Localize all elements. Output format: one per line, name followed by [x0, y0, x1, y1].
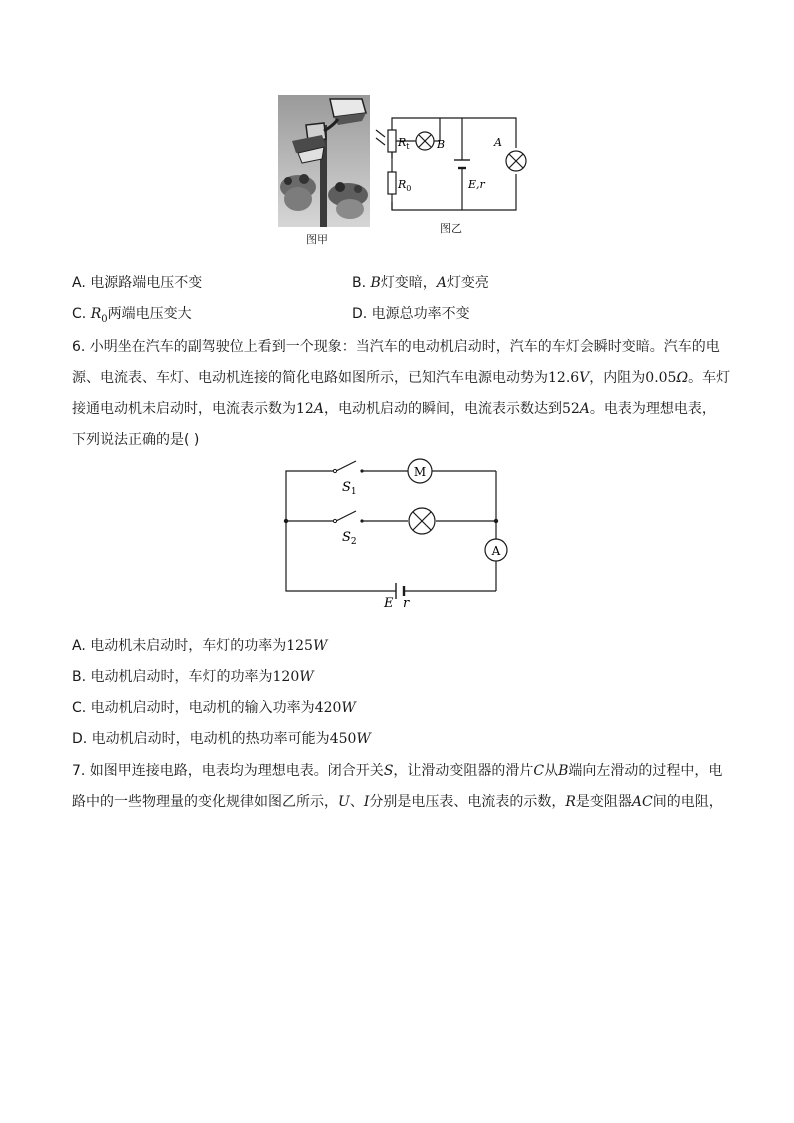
circuit-diagram-yi-drawing	[374, 108, 530, 214]
q6-stem-line-3: 接通电动机未启动时，电流表示数为12A，电动机启动的瞬间，电流表示数达到52A。电表为理想电表，	[72, 401, 716, 417]
lamp-a-icon	[506, 151, 526, 171]
headlamp-icon	[409, 508, 435, 534]
circuit-diagram-yi	[374, 108, 530, 214]
switch-s1-label: $S_1$	[342, 480, 357, 497]
figure-caption-jia: 图甲	[306, 233, 328, 246]
label-er: E,r	[468, 178, 485, 191]
q6-circuit-drawing	[280, 455, 510, 611]
q6-option-d: D. 电动机启动时，电动机的热功率可能为450W	[72, 731, 371, 747]
ammeter-icon	[485, 539, 507, 561]
label-rt: $R_t$	[398, 136, 410, 151]
internal-resistance-label: r	[403, 596, 410, 611]
q5-option-d: D. 电源总功率不变	[352, 306, 470, 322]
emf-label: E	[384, 596, 394, 611]
q5-option-c: C. $R_0$两端电压变大	[72, 306, 192, 325]
figure-caption-yi: 图乙	[440, 222, 462, 235]
label-a: A	[494, 136, 502, 149]
q6-option-c: C. 电动机启动时，电动机的输入功率为420W	[72, 700, 356, 716]
q6-stem-line-2: 源、电流表、车灯、电动机连接的简化电路如图所示，已知汽车电源电动势为12.6V，内阻为0.05Ω。车灯	[72, 370, 731, 386]
switch-s2-label: $S_2$	[342, 530, 357, 547]
q6-stem-line-4: 下列说法正确的是( )	[72, 432, 200, 448]
q6-circuit-diagram	[280, 455, 510, 611]
street-lamp-photo	[278, 95, 370, 227]
q6-option-a: A. 电动机未启动时，车灯的功率为125W	[72, 638, 328, 654]
lamp-b-icon	[416, 132, 434, 150]
motor-label: M	[413, 465, 427, 479]
motor-icon	[408, 459, 432, 483]
q7-stem-line-2: 路中的一些物理量的变化规律如图乙所示，U、I分别是电压表、电流表的示数，R是变阻器AC间的电阻，	[72, 794, 723, 810]
label-r0: $R_0$	[398, 178, 412, 193]
street-lamp-photo-drawing	[278, 95, 370, 227]
q6-stem-line-1: 6. 小明坐在汽车的副驾驶位上看到一个现象：当汽车的电动机启动时，汽车的车灯会瞬时变暗。汽车的电	[72, 339, 720, 355]
q5-option-b: B. B灯变暗，A灯变亮	[352, 275, 489, 291]
ammeter-label: A	[491, 544, 501, 558]
q6-option-b: B. 电动机启动时，车灯的功率为120W	[72, 669, 314, 685]
label-b: B	[437, 138, 446, 151]
q7-stem-line-1: 7. 如图甲连接电路，电表均为理想电表。闭合开关S，让滑动变阻器的滑片C从B端向左滑动的过程中，电	[72, 763, 723, 779]
q5-option-a: A. 电源路端电压不变	[72, 275, 203, 291]
